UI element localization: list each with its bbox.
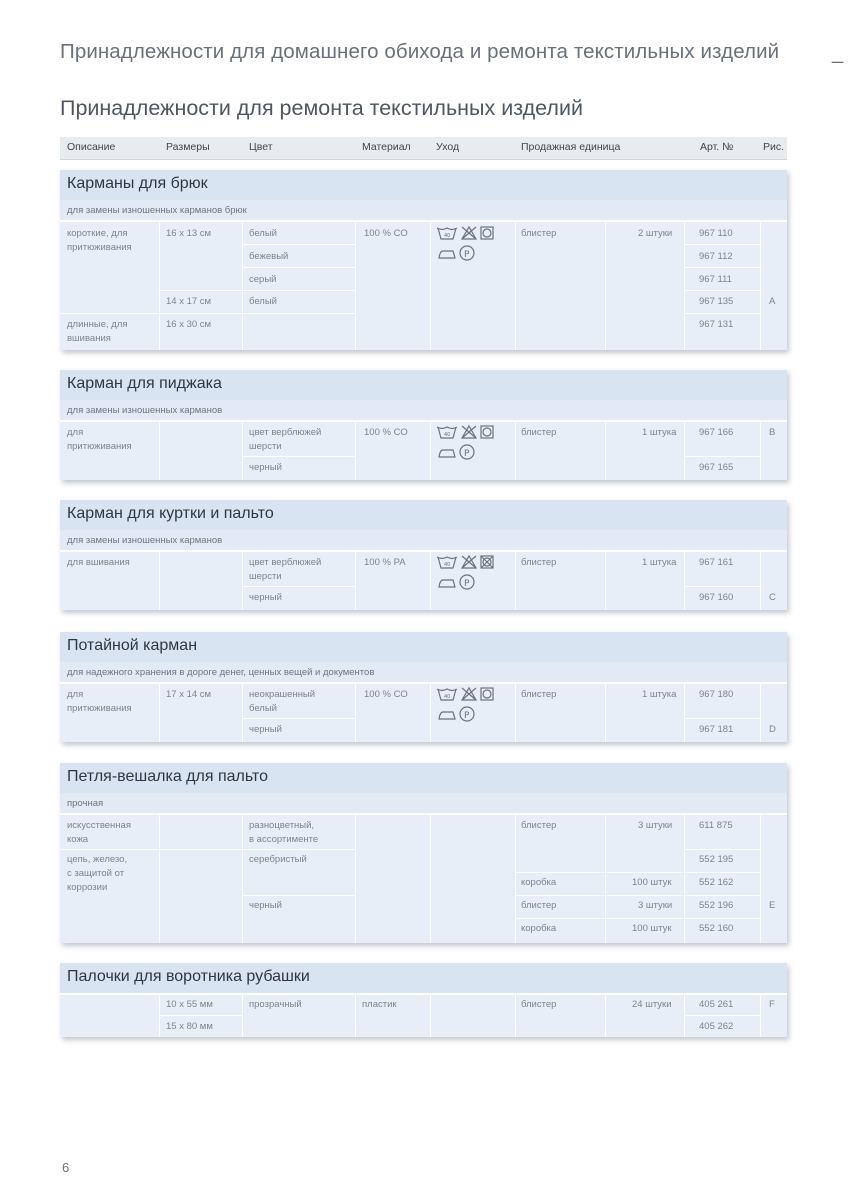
section-title: Палочки для воротника рубашки [67, 968, 310, 985]
color-cell: черный [249, 900, 282, 911]
quantity-cell: 100 штук [632, 923, 672, 934]
col-description: Описание [67, 141, 116, 153]
col-care: Уход [436, 141, 460, 153]
section-title: Петля-вешалка для пальто [67, 768, 268, 785]
quantity-cell: 24 штуки [632, 999, 672, 1010]
article-number: 552 162 [699, 877, 734, 888]
color-cell: черный [249, 592, 282, 603]
quantity-cell: 3 штуки [638, 820, 673, 831]
page-title: Принадлежности для ремонта текстильных изделий [60, 96, 583, 120]
section-title: Карман для пиджака [67, 375, 222, 392]
article-number: 552 196 [699, 900, 734, 911]
size-cell: 10 x 55 мм [166, 999, 213, 1010]
section-subtitle: прочная [67, 798, 104, 809]
section-title-bar [60, 632, 787, 662]
section-title: Карман для куртки и пальто [67, 505, 274, 522]
section-subtitle: для надежного хранения в дороге денег, ценных вещей и документов [67, 667, 375, 678]
quantity-cell: 3 штуки [638, 900, 673, 911]
section-subtitle-bar [60, 530, 787, 552]
article-number: 967 165 [699, 462, 734, 473]
section-trouser-pockets [60, 170, 787, 350]
package-cell: блистер [521, 900, 557, 911]
article-number: 552 160 [699, 923, 734, 934]
color-cell: бежевый [249, 251, 289, 262]
material-cell: 100 % CO [364, 689, 408, 700]
package-cell: блистер [521, 557, 557, 568]
section-hidden-pocket [60, 632, 787, 742]
svg-text:P: P [464, 449, 470, 459]
size-cell: 17 x 14 см [166, 689, 212, 700]
quantity-cell: 1 штука [642, 689, 677, 700]
size-cell: 16 x 13 см [166, 228, 212, 239]
package-cell: блистер [521, 228, 557, 239]
section-subtitle: для замены изношенных карманов брюк [67, 205, 247, 216]
color-cell: черный [249, 724, 282, 735]
section-subtitle-bar [60, 793, 787, 815]
size-cell: 15 x 80 мм [166, 1021, 213, 1032]
article-number: 967 180 [699, 689, 734, 700]
description-cell: для притюживания [67, 427, 132, 452]
description-cell: цепь, железо, с защитой от коррозии [67, 854, 128, 893]
color-cell: неокрашенный белый [249, 689, 316, 714]
color-cell: белый [249, 228, 277, 239]
column-header-row [60, 137, 787, 160]
svg-text:P: P [464, 579, 470, 589]
care-symbols-icon [436, 554, 496, 594]
section-title: Карманы для брюк [67, 175, 208, 192]
care-symbols-icon [436, 686, 496, 726]
col-sales-unit: Продажная единица [521, 141, 621, 153]
quantity-cell: 2 штуки [638, 228, 673, 239]
description-cell: искусственная кожа [67, 820, 131, 845]
color-cell: цвет верблюжей шерсти [249, 557, 322, 582]
section-body [60, 222, 787, 350]
package-cell: коробка [521, 877, 557, 888]
article-number: 967 111 [699, 274, 732, 285]
section-title: Потайной карман [67, 637, 198, 654]
figure-letter: C [769, 592, 776, 603]
col-color: Цвет [249, 141, 273, 153]
color-cell: цвет верблюжей шерсти [249, 427, 322, 452]
section-body [60, 422, 787, 480]
article-number: 611 875 [699, 820, 733, 831]
section-body [60, 552, 787, 610]
color-cell: серый [249, 274, 277, 285]
quantity-cell: 100 штук [632, 877, 672, 888]
size-cell: 14 x 17 см [166, 296, 212, 307]
article-number: 967 131 [699, 319, 734, 330]
svg-text:P: P [464, 250, 470, 260]
article-number: 967 110 [699, 228, 733, 239]
color-cell: прозрачный [249, 999, 302, 1010]
section-title-bar [60, 370, 787, 400]
article-number: 967 161 [699, 557, 734, 568]
category-header: Принадлежности для домашнего обихода и ремонта текстильных изделий [60, 40, 780, 63]
section-coat-loop [60, 763, 787, 943]
description-cell: для вшивания [67, 557, 130, 568]
svg-text:40: 40 [444, 432, 451, 438]
section-jacket-pocket [60, 370, 787, 480]
svg-text:40: 40 [444, 562, 451, 568]
section-coat-pocket [60, 500, 787, 610]
material-cell: 100 % CO [364, 228, 408, 239]
figure-letter: A [769, 296, 776, 307]
section-title-bar [60, 500, 787, 530]
quantity-cell: 1 штука [642, 427, 677, 438]
figure-letter: D [769, 724, 776, 735]
size-cell: 16 x 30 см [166, 319, 212, 330]
material-cell: 100 % PA [364, 557, 406, 568]
description-cell: короткие, для притюживания [67, 228, 132, 253]
svg-text:40: 40 [444, 694, 451, 700]
color-cell: серебристый [249, 854, 307, 865]
figure-letter: B [769, 427, 776, 438]
package-cell: блистер [521, 999, 557, 1010]
description-cell: для притюживания [67, 689, 132, 714]
description-cell: длинные, для вшивания [67, 319, 128, 344]
col-material: Материал [362, 141, 411, 153]
section-subtitle-bar [60, 400, 787, 422]
svg-text:40: 40 [444, 233, 451, 239]
figure-letter: F [769, 999, 775, 1010]
header-dash: _ [832, 42, 844, 64]
page-number: 6 [62, 1160, 70, 1175]
care-symbols-icon [436, 424, 496, 464]
article-number: 967 112 [699, 251, 733, 262]
article-number: 405 262 [699, 1021, 734, 1032]
section-subtitle-bar [60, 200, 787, 222]
section-subtitle: для замены изношенных карманов [67, 405, 223, 416]
section-title-bar [60, 763, 787, 793]
color-cell: разноцветный, в ассортименте [249, 820, 319, 845]
package-cell: блистер [521, 820, 557, 831]
article-number: 967 166 [699, 427, 734, 438]
color-cell: белый [249, 296, 277, 307]
article-number: 967 135 [699, 296, 734, 307]
care-symbols-icon [436, 225, 496, 265]
material-cell: пластик [362, 999, 397, 1010]
article-number: 967 181 [699, 724, 734, 735]
figure-letter: E [769, 900, 776, 911]
section-body [60, 995, 787, 1037]
package-cell: блистер [521, 427, 557, 438]
article-number: 552 195 [699, 854, 734, 865]
material-cell: 100 % CO [364, 427, 408, 438]
col-sizes: Размеры [166, 141, 210, 153]
color-cell: черный [249, 462, 282, 473]
section-title-bar [60, 963, 787, 995]
quantity-cell: 1 штука [642, 557, 677, 568]
section-body [60, 815, 787, 943]
section-title-bar [60, 170, 787, 200]
package-cell: блистер [521, 689, 557, 700]
section-collar-stays [60, 963, 787, 1037]
section-subtitle-bar [60, 662, 787, 684]
section-subtitle: для замены изношенных карманов [67, 535, 223, 546]
svg-text:P: P [464, 711, 470, 721]
article-number: 967 160 [699, 592, 734, 603]
article-number: 405 261 [699, 999, 734, 1010]
col-article: Арт. № [700, 141, 734, 153]
col-figure: Рис. [763, 141, 785, 153]
package-cell: коробка [521, 923, 557, 934]
section-body [60, 684, 787, 742]
